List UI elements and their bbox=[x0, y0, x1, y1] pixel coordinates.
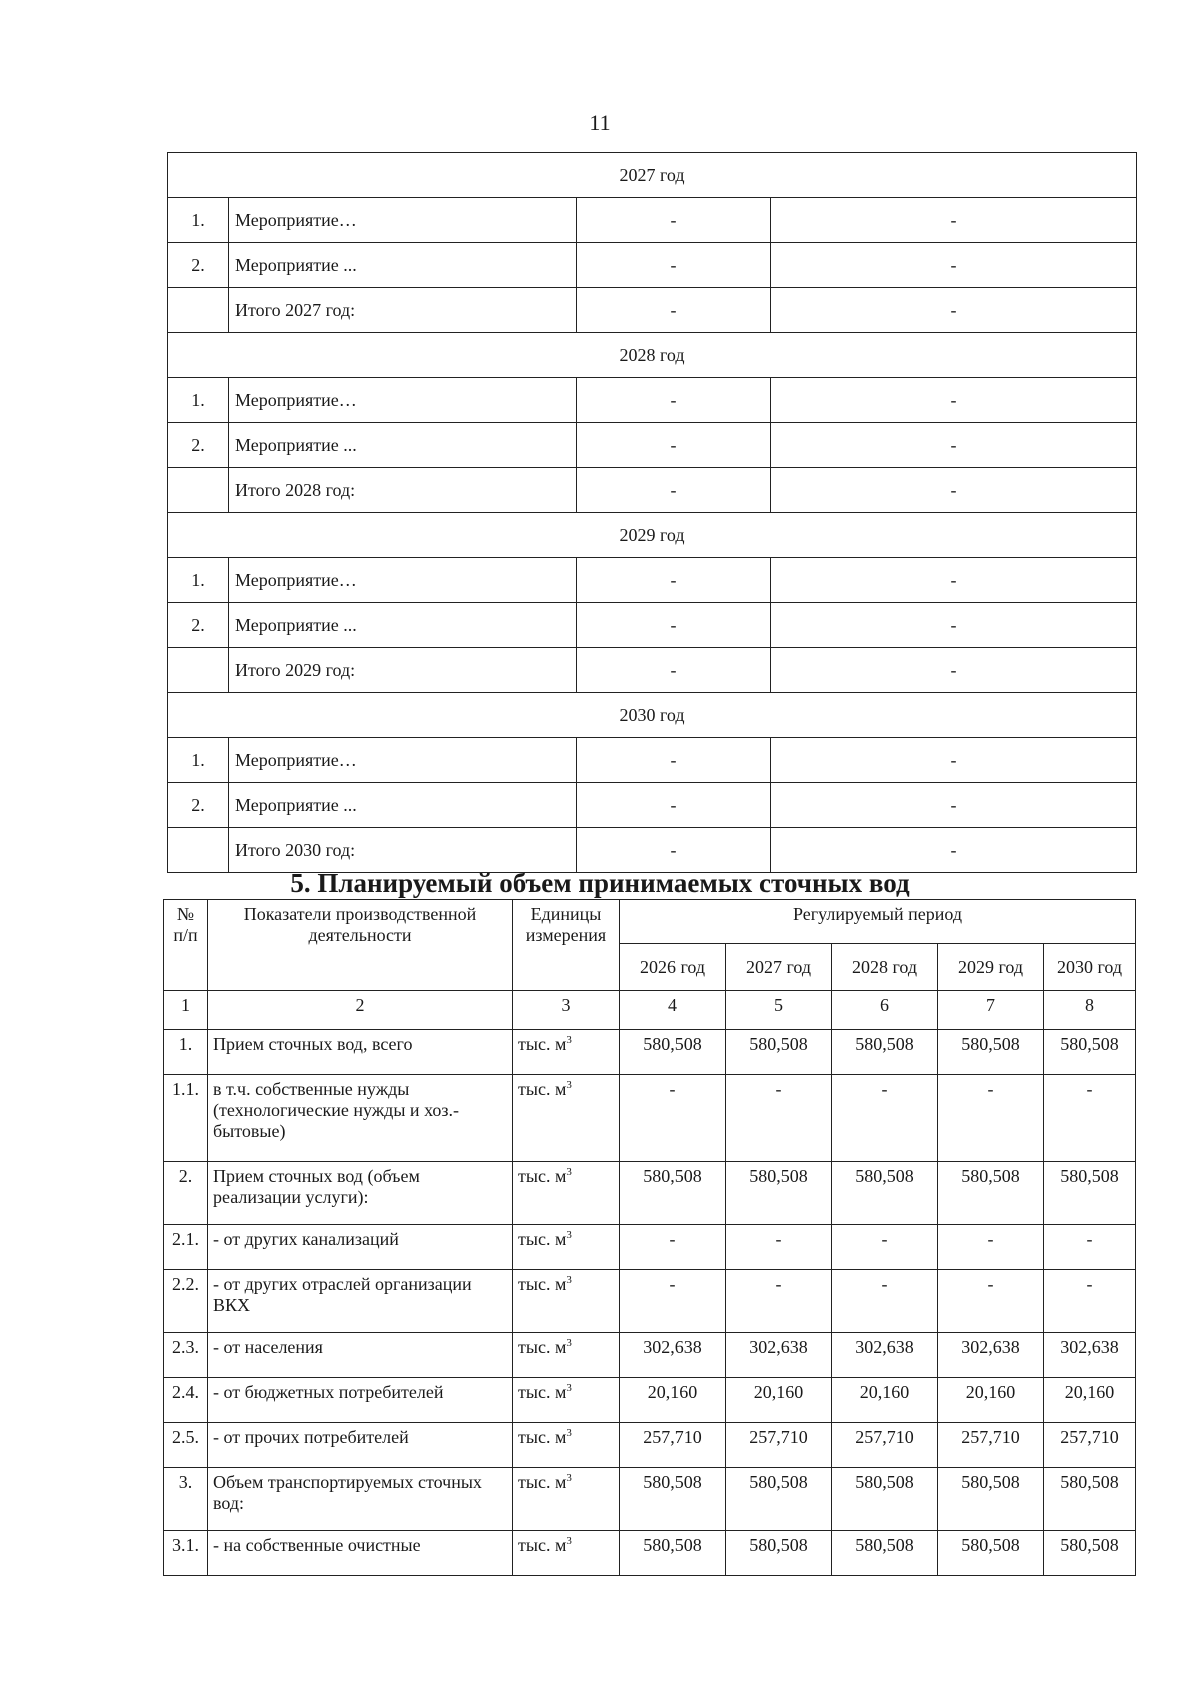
row-value: 580,508 bbox=[938, 1468, 1044, 1531]
column-number: 1 bbox=[164, 991, 208, 1030]
row-value: - bbox=[620, 1075, 726, 1162]
row-value: - bbox=[1044, 1075, 1136, 1162]
row-value: - bbox=[620, 1270, 726, 1333]
event-number: 2. bbox=[168, 423, 229, 468]
row-value: 20,160 bbox=[620, 1378, 726, 1423]
event-value: - bbox=[577, 243, 771, 288]
header-year: 2027 год bbox=[726, 944, 832, 991]
row-indicator: Прием сточных вод (объем реализации услуги): bbox=[208, 1162, 513, 1225]
row-value: - bbox=[726, 1075, 832, 1162]
row-value: 580,508 bbox=[832, 1468, 938, 1531]
unit-label: тыс. м bbox=[518, 1229, 567, 1249]
column-number: 6 bbox=[832, 991, 938, 1030]
event-value: - bbox=[577, 288, 771, 333]
row-indicator: - от бюджетных потребителей bbox=[208, 1378, 513, 1423]
row-value: 580,508 bbox=[620, 1468, 726, 1531]
event-value: - bbox=[771, 738, 1137, 783]
event-name: Итого 2029 год: bbox=[229, 648, 577, 693]
row-value: 580,508 bbox=[620, 1531, 726, 1576]
unit-exponent: 3 bbox=[566, 1034, 572, 1046]
event-row bbox=[168, 783, 1137, 828]
header-indicator: Показатели производственной деятельности bbox=[208, 900, 513, 991]
row-value: 580,508 bbox=[938, 1162, 1044, 1225]
unit-exponent: 3 bbox=[566, 1382, 572, 1394]
event-number: 2. bbox=[168, 783, 229, 828]
table-row bbox=[164, 1162, 1136, 1225]
event-number: 2. bbox=[168, 603, 229, 648]
row-value: 302,638 bbox=[620, 1333, 726, 1378]
row-unit bbox=[513, 1468, 620, 1531]
header-year: 2028 год bbox=[832, 944, 938, 991]
event-row bbox=[168, 828, 1137, 873]
row-value: 302,638 bbox=[832, 1333, 938, 1378]
event-row bbox=[168, 603, 1137, 648]
row-unit bbox=[513, 1162, 620, 1225]
row-value: 302,638 bbox=[726, 1333, 832, 1378]
unit-label: тыс. м bbox=[518, 1166, 567, 1186]
table-row bbox=[164, 1531, 1136, 1576]
event-number: 1. bbox=[168, 378, 229, 423]
table-row bbox=[164, 1030, 1136, 1075]
row-value: - bbox=[726, 1270, 832, 1333]
event-number bbox=[168, 648, 229, 693]
event-number: 1. bbox=[168, 198, 229, 243]
row-value: 580,508 bbox=[832, 1531, 938, 1576]
row-value: 257,710 bbox=[1044, 1423, 1136, 1468]
header-num: № п/п bbox=[164, 900, 208, 991]
row-value: 20,160 bbox=[726, 1378, 832, 1423]
header-year: 2026 год bbox=[620, 944, 726, 991]
row-value: 580,508 bbox=[620, 1162, 726, 1225]
year-label: 2029 год bbox=[168, 513, 1137, 558]
row-value: 580,508 bbox=[1044, 1162, 1136, 1225]
event-value: - bbox=[771, 783, 1137, 828]
event-value: - bbox=[771, 828, 1137, 873]
event-name: Мероприятие ... bbox=[229, 423, 577, 468]
row-number: 2.1. bbox=[164, 1225, 208, 1270]
row-number: 3.1. bbox=[164, 1531, 208, 1576]
column-number: 4 bbox=[620, 991, 726, 1030]
row-value: 580,508 bbox=[1044, 1531, 1136, 1576]
row-value: 257,710 bbox=[620, 1423, 726, 1468]
row-value: - bbox=[832, 1225, 938, 1270]
row-indicator: - от других отраслей организации ВКХ bbox=[208, 1270, 513, 1333]
event-row bbox=[168, 423, 1137, 468]
event-value: - bbox=[771, 423, 1137, 468]
event-row bbox=[168, 648, 1137, 693]
year-label: 2030 год bbox=[168, 693, 1137, 738]
row-value: 580,508 bbox=[1044, 1030, 1136, 1075]
row-value: - bbox=[726, 1225, 832, 1270]
event-name: Мероприятие… bbox=[229, 198, 577, 243]
event-number bbox=[168, 468, 229, 513]
year-label: 2027 год bbox=[168, 153, 1137, 198]
row-indicator: Прием сточных вод, всего bbox=[208, 1030, 513, 1075]
unit-exponent: 3 bbox=[566, 1274, 572, 1286]
header-row bbox=[164, 900, 1136, 944]
unit-label: тыс. м bbox=[518, 1034, 567, 1054]
unit-exponent: 3 bbox=[566, 1229, 572, 1241]
row-unit bbox=[513, 1423, 620, 1468]
row-value: - bbox=[1044, 1270, 1136, 1333]
event-value: - bbox=[577, 783, 771, 828]
event-name: Мероприятие… bbox=[229, 558, 577, 603]
row-number: 2.2. bbox=[164, 1270, 208, 1333]
row-indicator: - от прочих потребителей bbox=[208, 1423, 513, 1468]
event-value: - bbox=[577, 423, 771, 468]
row-number: 2. bbox=[164, 1162, 208, 1225]
event-number: 1. bbox=[168, 558, 229, 603]
event-name: Мероприятие ... bbox=[229, 783, 577, 828]
row-value: 580,508 bbox=[726, 1162, 832, 1225]
event-row bbox=[168, 378, 1137, 423]
unit-label: тыс. м bbox=[518, 1535, 567, 1555]
unit-label: тыс. м bbox=[518, 1079, 567, 1099]
row-value: 580,508 bbox=[620, 1030, 726, 1075]
row-value: 580,508 bbox=[832, 1030, 938, 1075]
header-year: 2030 год bbox=[1044, 944, 1136, 991]
row-unit bbox=[513, 1270, 620, 1333]
event-value: - bbox=[577, 738, 771, 783]
row-indicator: в т.ч. собственные нужды (технологические нужды и хоз.-бытовые) bbox=[208, 1075, 513, 1162]
row-value: 20,160 bbox=[832, 1378, 938, 1423]
event-number: 1. bbox=[168, 738, 229, 783]
row-indicator: Объем транспортируемых сточных вод: bbox=[208, 1468, 513, 1531]
row-value: - bbox=[938, 1270, 1044, 1333]
event-value: - bbox=[771, 378, 1137, 423]
row-number: 3. bbox=[164, 1468, 208, 1531]
row-value: 580,508 bbox=[726, 1468, 832, 1531]
row-unit bbox=[513, 1075, 620, 1162]
event-value: - bbox=[771, 243, 1137, 288]
event-row bbox=[168, 558, 1137, 603]
row-number: 2.3. bbox=[164, 1333, 208, 1378]
row-indicator: - на собственные очистные bbox=[208, 1531, 513, 1576]
unit-exponent: 3 bbox=[566, 1472, 572, 1484]
row-unit bbox=[513, 1378, 620, 1423]
event-value: - bbox=[771, 603, 1137, 648]
event-name: Мероприятие… bbox=[229, 738, 577, 783]
table-row bbox=[164, 1225, 1136, 1270]
header-year: 2029 год bbox=[938, 944, 1044, 991]
event-row bbox=[168, 738, 1137, 783]
table-row bbox=[164, 1270, 1136, 1333]
unit-exponent: 3 bbox=[566, 1337, 572, 1349]
unit-label: тыс. м bbox=[518, 1472, 567, 1492]
table-row bbox=[164, 1423, 1136, 1468]
row-value: 302,638 bbox=[1044, 1333, 1136, 1378]
row-value: 257,710 bbox=[726, 1423, 832, 1468]
event-name: Мероприятие… bbox=[229, 378, 577, 423]
event-row bbox=[168, 288, 1137, 333]
event-name: Итого 2028 год: bbox=[229, 468, 577, 513]
event-value: - bbox=[771, 648, 1137, 693]
unit-label: тыс. м bbox=[518, 1274, 567, 1294]
row-value: 257,710 bbox=[938, 1423, 1044, 1468]
event-value: - bbox=[577, 468, 771, 513]
event-number bbox=[168, 828, 229, 873]
row-value: - bbox=[620, 1225, 726, 1270]
row-value: - bbox=[938, 1075, 1044, 1162]
row-value: 580,508 bbox=[1044, 1468, 1136, 1531]
year-header-row bbox=[168, 153, 1137, 198]
row-value: 580,508 bbox=[726, 1531, 832, 1576]
event-value: - bbox=[771, 468, 1137, 513]
unit-label: тыс. м bbox=[518, 1337, 567, 1357]
row-unit bbox=[513, 1333, 620, 1378]
row-unit bbox=[513, 1531, 620, 1576]
event-value: - bbox=[577, 603, 771, 648]
column-number: 2 bbox=[208, 991, 513, 1030]
events-table bbox=[167, 152, 1137, 873]
row-number: 1.1. bbox=[164, 1075, 208, 1162]
row-indicator: - от населения bbox=[208, 1333, 513, 1378]
page-number: 11 bbox=[589, 110, 611, 135]
row-value: 580,508 bbox=[832, 1162, 938, 1225]
header-period: Регулируемый период bbox=[620, 900, 1136, 944]
event-value: - bbox=[771, 198, 1137, 243]
unit-label: тыс. м bbox=[518, 1382, 567, 1402]
unit-label: тыс. м bbox=[518, 1427, 567, 1447]
column-number: 8 bbox=[1044, 991, 1136, 1030]
table-row bbox=[164, 1378, 1136, 1423]
row-value: 580,508 bbox=[726, 1030, 832, 1075]
year-header-row bbox=[168, 693, 1137, 738]
unit-exponent: 3 bbox=[566, 1535, 572, 1547]
unit-exponent: 3 bbox=[566, 1427, 572, 1439]
event-value: - bbox=[577, 648, 771, 693]
event-name: Итого 2030 год: bbox=[229, 828, 577, 873]
row-value: 20,160 bbox=[1044, 1378, 1136, 1423]
event-value: - bbox=[577, 558, 771, 603]
row-indicator: - от других канализаций bbox=[208, 1225, 513, 1270]
row-value: - bbox=[1044, 1225, 1136, 1270]
column-number: 7 bbox=[938, 991, 1044, 1030]
table-row bbox=[164, 1468, 1136, 1531]
row-value: - bbox=[832, 1270, 938, 1333]
event-value: - bbox=[577, 828, 771, 873]
row-value: 580,508 bbox=[938, 1531, 1044, 1576]
year-label: 2028 год bbox=[168, 333, 1137, 378]
column-number-row bbox=[164, 991, 1136, 1030]
table-row bbox=[164, 1075, 1136, 1162]
column-number: 5 bbox=[726, 991, 832, 1030]
event-row bbox=[168, 468, 1137, 513]
year-header-row bbox=[168, 513, 1137, 558]
column-number: 3 bbox=[513, 991, 620, 1030]
row-number: 2.5. bbox=[164, 1423, 208, 1468]
row-value: 257,710 bbox=[832, 1423, 938, 1468]
row-unit bbox=[513, 1225, 620, 1270]
event-name: Итого 2027 год: bbox=[229, 288, 577, 333]
event-row bbox=[168, 198, 1137, 243]
row-number: 2.4. bbox=[164, 1378, 208, 1423]
header-unit: Единицы измерения bbox=[513, 900, 620, 991]
event-value: - bbox=[771, 288, 1137, 333]
event-value: - bbox=[771, 558, 1137, 603]
event-number bbox=[168, 288, 229, 333]
row-value: - bbox=[938, 1225, 1044, 1270]
row-value: - bbox=[832, 1075, 938, 1162]
table-row bbox=[164, 1333, 1136, 1378]
row-value: 302,638 bbox=[938, 1333, 1044, 1378]
unit-exponent: 3 bbox=[566, 1079, 572, 1091]
event-row bbox=[168, 243, 1137, 288]
year-header-row bbox=[168, 333, 1137, 378]
event-name: Мероприятие ... bbox=[229, 603, 577, 648]
row-unit bbox=[513, 1030, 620, 1075]
volume-table bbox=[163, 899, 1136, 1576]
event-name: Мероприятие ... bbox=[229, 243, 577, 288]
section-title: 5. Планируемый объем принимаемых сточных вод bbox=[290, 868, 910, 898]
unit-exponent: 3 bbox=[566, 1166, 572, 1178]
row-value: 580,508 bbox=[938, 1030, 1044, 1075]
event-value: - bbox=[577, 198, 771, 243]
row-number: 1. bbox=[164, 1030, 208, 1075]
row-value: 20,160 bbox=[938, 1378, 1044, 1423]
event-number: 2. bbox=[168, 243, 229, 288]
event-value: - bbox=[577, 378, 771, 423]
